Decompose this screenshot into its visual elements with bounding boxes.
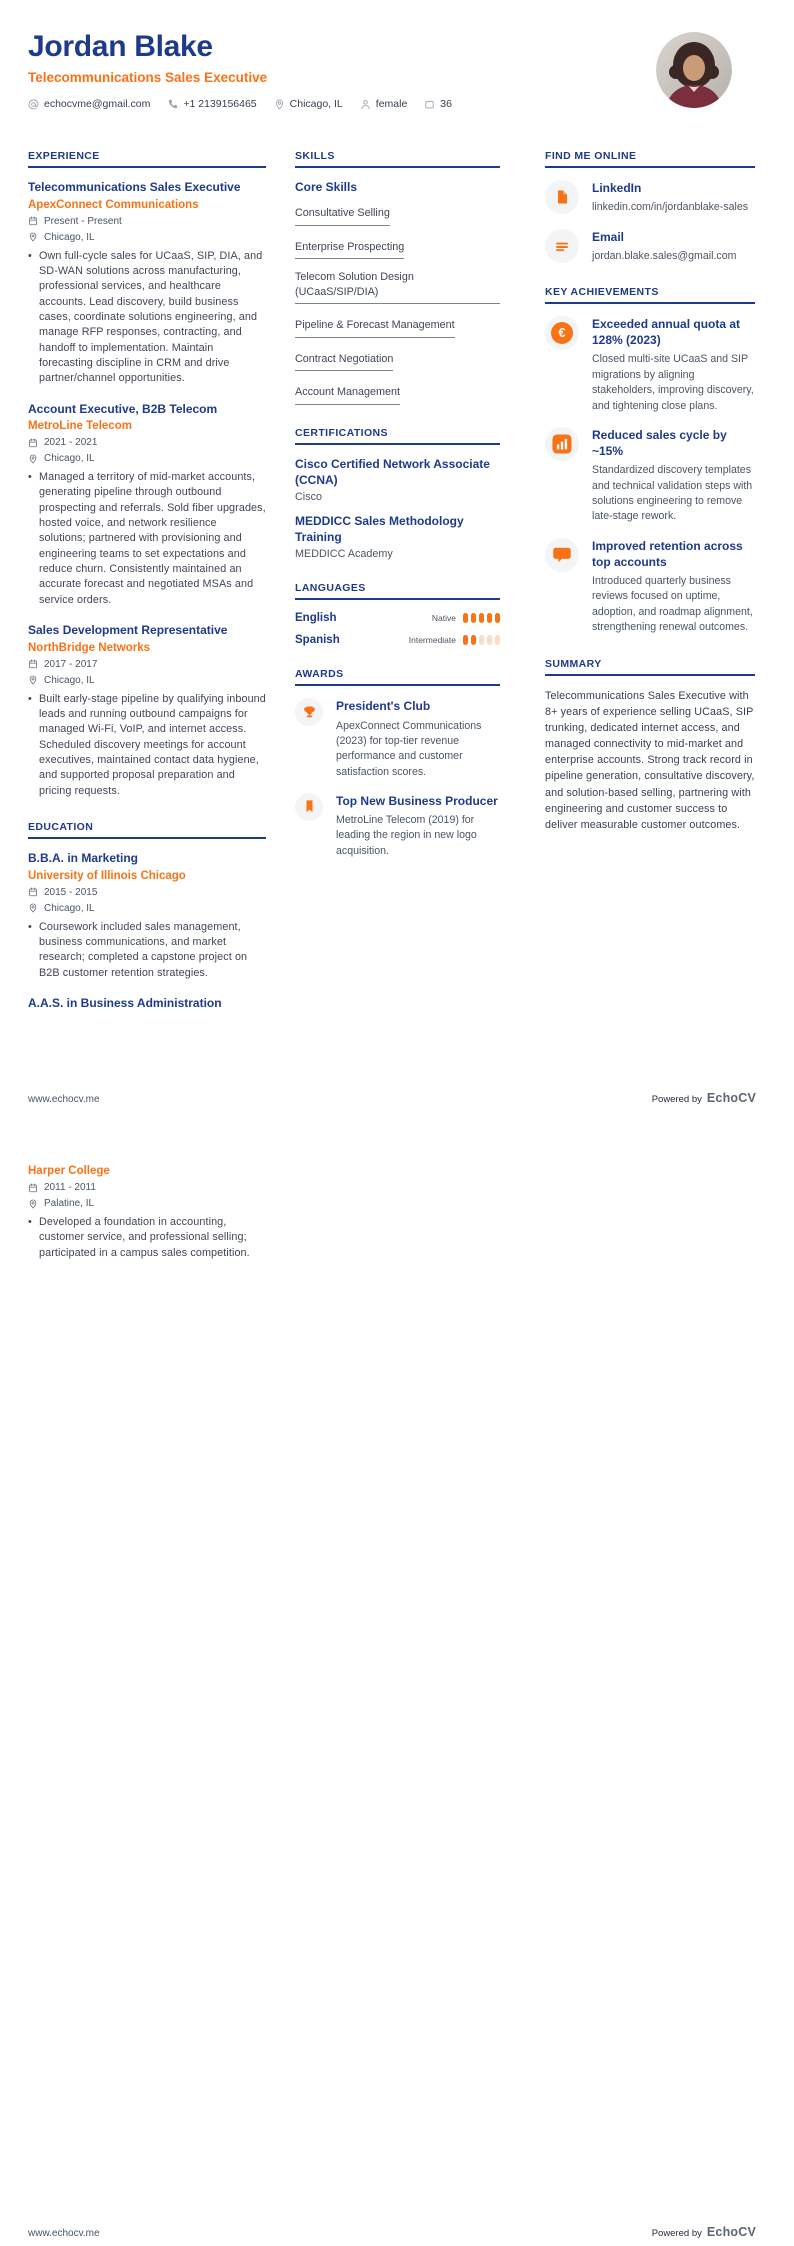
certifications-heading: CERTIFICATIONS xyxy=(295,427,500,445)
contact-email xyxy=(28,98,150,110)
echocv-brand[interactable]: EchoCV xyxy=(706,2225,756,2239)
location-pin-icon xyxy=(28,1199,38,1209)
skills-heading: SKILLS xyxy=(295,150,500,168)
school-name: Harper College xyxy=(28,1165,110,1177)
award-description: MetroLine Telecom (2019) for leading the region in new logo acquisition. xyxy=(336,814,477,857)
contact-row xyxy=(28,98,628,110)
job-bullet: • Built early-stage pipeline by qualifying inbound leads and running outbound campaigns for managed Wi-Fi, VoIP, and internet access. Scheduled discovery meetings for account executives, maintained contact data hygiene, and supported proposal preparation and pricing requests. xyxy=(28,692,266,799)
job-bullet: • Own full-cycle sales for UCaaS, SIP, DIA, and SD-WAN solutions across manufacturing, professional services, and healthcare accounts. Lead discovery, build business cases, coordinate solutions engineering, and manage RFP responses, contracting, and handoff to implementation. Maintain forecasting discipline in CRM and drive partner/channel opportunities. xyxy=(28,249,266,387)
certification-entry xyxy=(295,457,500,503)
currency-icon: € xyxy=(545,316,579,350)
experience-entry xyxy=(28,180,266,387)
skills-section xyxy=(295,150,500,405)
contact-location-value: Chicago, IL xyxy=(289,98,343,110)
key-achievements-section xyxy=(545,286,755,635)
contact-email-value[interactable]: echocvme@gmail.com xyxy=(44,98,151,110)
resume-header xyxy=(28,30,628,110)
location-pin-icon xyxy=(28,454,38,464)
education-heading: EDUCATION xyxy=(28,821,266,839)
certification-entry xyxy=(295,514,500,560)
language-level-label: Intermediate xyxy=(408,635,456,646)
summary-heading: SUMMARY xyxy=(545,658,755,676)
awards-section xyxy=(295,668,500,859)
person-job-title: Telecommunications Sales Executive xyxy=(28,70,268,85)
find-me-online-heading: FIND ME ONLINE xyxy=(545,150,755,168)
languages-heading: LANGUAGES xyxy=(295,582,500,600)
degree-title: A.A.S. in Business Administration xyxy=(28,995,222,1010)
achievement-description: Closed multi-site UCaaS and SIP migrations by aligning stakeholders, improving discovery, and tightening close plans. xyxy=(592,353,754,412)
location-pin-icon xyxy=(28,903,38,913)
contact-gender xyxy=(360,98,408,110)
key-achievements-heading: KEY ACHIEVEMENTS xyxy=(545,286,755,304)
at-icon xyxy=(28,99,39,110)
calendar-icon xyxy=(28,887,38,897)
location-pin-icon xyxy=(28,675,38,685)
job-dates: 2017 - 2017 xyxy=(44,658,98,670)
award-title: Top New Business Producer xyxy=(336,793,498,808)
job-company: ApexConnect Communications xyxy=(28,198,199,211)
job-location: Chicago, IL xyxy=(44,231,95,243)
experience-entry xyxy=(28,623,266,799)
calendar-icon xyxy=(28,1183,38,1193)
footer-site-link[interactable]: www.echocv.me xyxy=(28,1094,100,1105)
education-bullet: • Developed a foundation in accounting, customer service, and professional selling; participated in a campus sales competition. xyxy=(28,1215,266,1261)
achievement-description: Standardized discovery templates and technical validation steps with solutions engineering to remove late-stage rework. xyxy=(592,464,753,523)
education-dates: 2011 - 2011 xyxy=(44,1182,96,1193)
skill-item: Telecom Solution Design (UCaaS/SIP/DIA) xyxy=(295,270,500,304)
footer-site-link[interactable]: www.echocv.me xyxy=(28,2228,100,2239)
ribbon-icon xyxy=(295,793,323,821)
middle-column xyxy=(295,150,500,881)
page-footer xyxy=(28,1091,756,1105)
age-box-icon xyxy=(424,99,435,110)
language-level-label: Native xyxy=(431,613,456,624)
resume-page-1 xyxy=(0,0,794,1112)
page-footer xyxy=(28,2225,756,2239)
bar-chart-icon xyxy=(545,427,579,461)
achievement-entry xyxy=(545,316,755,414)
achievement-entry xyxy=(545,427,755,525)
achievement-entry xyxy=(545,538,755,636)
education-entry xyxy=(28,851,266,981)
achievement-title: Exceeded annual quota at 128% (2023) xyxy=(592,317,741,348)
achievement-description: Introduced quarterly business reviews focused on uptime, adoption, and roadmap alignment, strengthening renewal outcomes. xyxy=(592,575,753,634)
certification-issuer: Cisco xyxy=(295,491,322,504)
left-column xyxy=(28,150,266,1033)
certification-issuer: MEDDICC Academy xyxy=(295,548,393,561)
education-location: Chicago, IL xyxy=(44,902,95,914)
avatar-illustration xyxy=(656,32,732,108)
experience-entry xyxy=(28,402,266,609)
certification-name: MEDDICC Sales Methodology Training xyxy=(295,514,464,544)
echocv-brand[interactable]: EchoCV xyxy=(706,1091,756,1105)
award-description: ApexConnect Communications (2023) for top-tier revenue performance and customer satisfaction scores. xyxy=(336,719,482,778)
trophy-icon xyxy=(295,698,323,726)
job-dates: Present - Present xyxy=(44,215,122,227)
job-title: Sales Development Representative xyxy=(28,623,228,638)
awards-heading: AWARDS xyxy=(295,668,500,686)
contact-phone-value: +1 2139156465 xyxy=(183,98,257,110)
summary-section xyxy=(545,658,755,834)
job-company: NorthBridge Networks xyxy=(28,641,151,654)
contact-age-value: 36 xyxy=(440,98,452,110)
school-name: University of Illinois Chicago xyxy=(28,869,186,882)
speech-bubble-icon xyxy=(545,538,579,572)
online-profile-email[interactable]: jordan.blake.sales@gmail.com xyxy=(592,249,737,262)
experience-heading: EXPERIENCE xyxy=(28,150,266,168)
calendar-icon xyxy=(28,438,38,448)
education-continuation xyxy=(28,1165,266,1276)
footer-powered-by: Powered by EchoCV xyxy=(651,2225,756,2239)
job-location: Chicago, IL xyxy=(44,453,95,465)
award-title: President's Club xyxy=(336,699,431,714)
profile-photo xyxy=(656,32,732,108)
certifications-section xyxy=(295,427,500,560)
degree-title: B.B.A. in Marketing xyxy=(28,850,139,865)
award-entry xyxy=(295,698,500,780)
education-bullet: • Coursework included sales management, business communications, and market research; completed a capstone project on B2B customer retention strategies. xyxy=(28,920,266,981)
certification-name: Cisco Certified Network Associate (CCNA) xyxy=(295,456,490,487)
education-dates: 2015 - 2015 xyxy=(44,886,98,898)
online-profile-label: Email xyxy=(592,229,625,244)
online-profile-entry xyxy=(545,229,755,265)
job-company: MetroLine Telecom xyxy=(28,420,132,433)
find-me-online-section xyxy=(545,150,755,264)
skill-item: Account Management xyxy=(295,382,500,405)
person-name: Jordan Blake xyxy=(28,30,213,63)
language-name: English xyxy=(295,612,337,625)
job-title: Telecommunications Sales Executive xyxy=(28,180,241,194)
language-level-bars xyxy=(463,635,500,645)
award-entry xyxy=(295,793,500,859)
contact-gender-value: female xyxy=(375,98,408,110)
job-dates: 2021 - 2021 xyxy=(44,437,98,449)
resume-page-2 xyxy=(0,1112,794,2246)
contact-age xyxy=(424,98,452,110)
skill-item: Consultative Selling xyxy=(295,203,500,226)
education-location: Palatine, IL xyxy=(44,1198,95,1209)
location-pin-icon xyxy=(274,99,285,110)
online-profile-entry xyxy=(545,180,755,216)
education-entry xyxy=(28,996,266,1012)
online-profile-url[interactable]: linkedin.com/in/jordanblake-sales xyxy=(592,201,749,214)
job-title: Account Executive, B2B Telecom xyxy=(28,401,218,416)
language-row xyxy=(295,634,500,646)
contact-phone xyxy=(167,98,256,110)
education-section xyxy=(28,821,266,1012)
contact-location xyxy=(274,98,343,110)
linkedin-icon xyxy=(545,180,579,214)
calendar-icon xyxy=(28,216,38,226)
right-column xyxy=(545,150,755,855)
footer-powered-by: Powered by EchoCV xyxy=(651,1091,756,1105)
achievement-title: Improved retention across top accounts xyxy=(592,538,743,569)
person-icon xyxy=(360,99,371,110)
languages-section xyxy=(295,582,500,646)
skills-group-title: Core Skills xyxy=(295,180,358,194)
achievement-title: Reduced sales cycle by ~15% xyxy=(592,427,727,459)
location-pin-icon xyxy=(28,232,38,242)
email-lines-icon xyxy=(545,229,579,263)
skill-item: Pipeline & Forecast Management xyxy=(295,315,500,338)
language-level-bars xyxy=(463,613,500,623)
summary-text: Telecommunications Sales Executive with 8+ years of experience selling UCaaS, SIP trunking, dedicated internet access, and managed connectivity to mid-market and enterprise accounts. Strong track record in pipeline generation, consultative discovery, and solution-based selling, partnering with engineering and customer success to deliver measurable customer outcomes. xyxy=(545,689,755,832)
calendar-icon xyxy=(28,659,38,669)
skill-item: Enterprise Prospecting xyxy=(295,237,500,260)
phone-icon xyxy=(167,99,178,110)
language-row xyxy=(295,612,500,624)
language-name: Spanish xyxy=(295,634,340,647)
education-entry xyxy=(28,1165,266,1261)
skill-item: Contract Negotiation xyxy=(295,349,500,372)
job-bullet: • Managed a territory of mid-market accounts, generating pipeline through outbound prospecting and referrals. Sold fiber upgrades, hosted voice, and network resilience solutions; partnered with provisioning and engineering teams to set expectations and reduce churn. Consistently maintained an accurate forecast and negotiated MSAs and service orders. xyxy=(28,470,266,608)
experience-section xyxy=(28,150,266,799)
job-location: Chicago, IL xyxy=(44,674,95,686)
online-profile-label: LinkedIn xyxy=(592,181,642,195)
